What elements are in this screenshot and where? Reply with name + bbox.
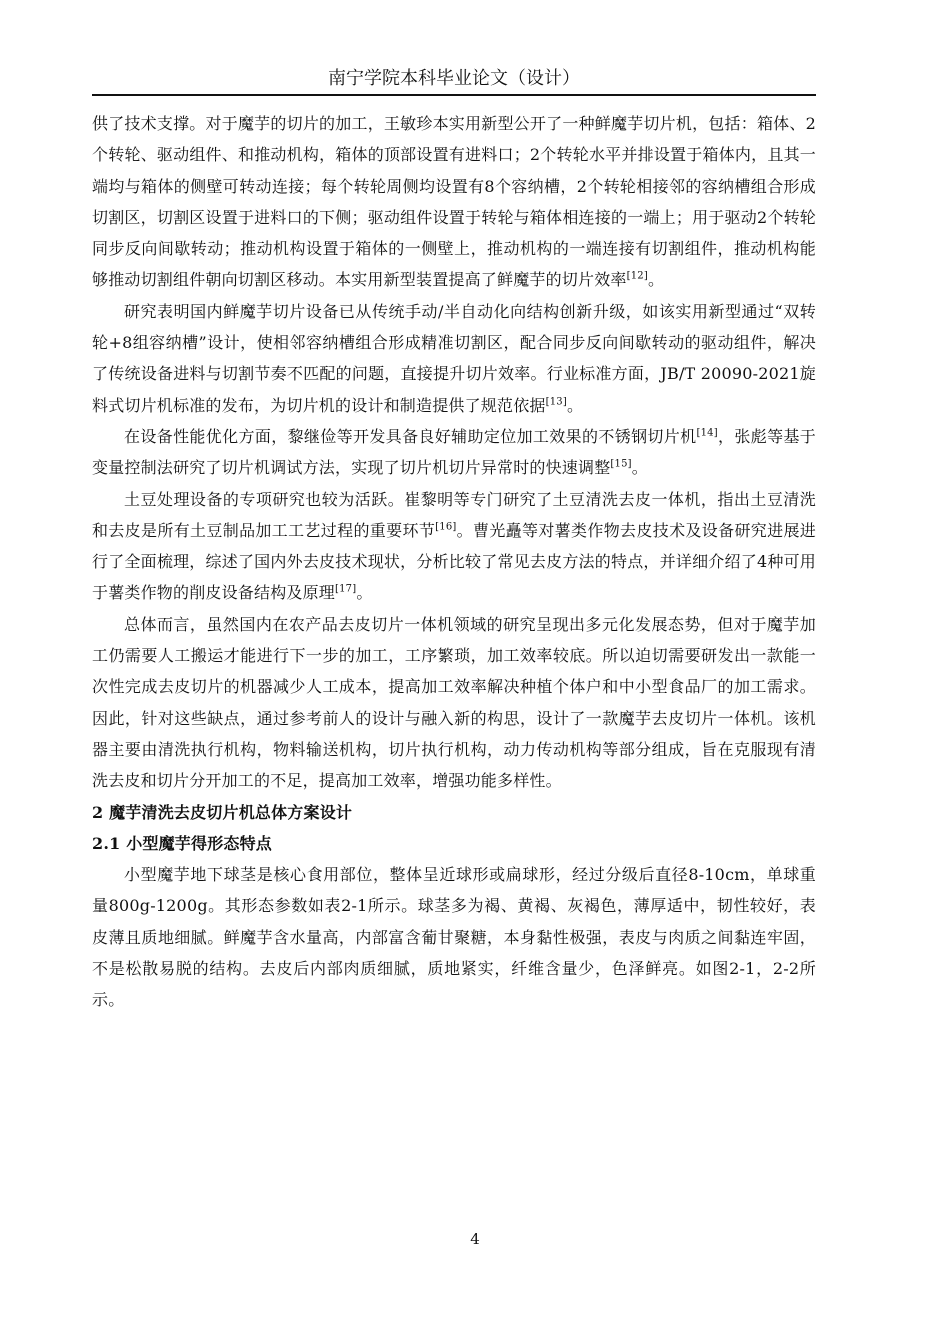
page-header — [92, 64, 816, 96]
paragraph-text: 研究表明国内鲜魔芋切片设备已从传统手动/半自动化向结构创新升级，如该实用新型通过“双转轮+8组容纳槽”设计，使相邻容纳槽组合形成精准切割区，配合同步反向间歇转动的驱动组件，解决了传统设备进料与切割节奏不匹配的问题，直接提升切片效率。行业标准方面，JB/T 20090-2021旋料式切片机标准的发布，为切片机的设计和制造提供了规范依据 — [92, 301, 816, 415]
citation: [17] — [335, 584, 357, 596]
page-body — [92, 108, 816, 1016]
citation: [15] — [610, 458, 632, 470]
subsection-heading: 2.1 小型魔芋得形态特点 — [92, 833, 273, 853]
citation: [14] — [696, 427, 718, 439]
paragraph-tail: 。 — [566, 395, 584, 415]
page-number: 4 — [470, 1230, 480, 1248]
citation: [16] — [435, 521, 457, 533]
paragraph: 小型魔芋地下球茎是核心食用部位，整体呈近球形或扁球形，经过分级后直径8-10cm，单球重量800g-1200g。其形态参数如表2-1所示。球茎多为褐、黄褐、灰褐色，薄厚适中，韧性较好，表皮薄且质地细腻。鲜魔芋含水量高，内部富含葡甘聚糖，本身黏性极强，表皮与肉质之间黏连牢固，不是松散易脱的结构。去皮后内部肉质细腻，质地紧实，纤维含量少，色泽鲜亮。如图2-1，2-2所示。 — [92, 865, 816, 1010]
citation: [13] — [545, 396, 567, 408]
paragraph-continuation — [92, 108, 816, 296]
paragraph-text: 总体而言，虽然国内在农产品去皮切片一体机领域的研究呈现出多元化发展态势，但对于魔芋加工仍需要人工搬运才能进行下一步的加工，工序繁琐，加工效率较底。所以迫切需要研发出一款能一次性完成去皮切片的机器减少人工成本，提高加工效率解决种植个体户和中小型食品厂的加工需求。因此，针对这些缺点，通过参考前人的设计与融入新的构思，设计了一款魔芋去皮切片一体机。该机器主要由清洗执行机构，物料输送机构，切片执行机构，动力传动机构等部分组成，旨在克服现有清洗去皮和切片分开加工的不足，提高加工效率，增强功能多样性。 — [92, 614, 816, 791]
header-title: 南宁学院本科毕业论文（设计） — [328, 68, 580, 89]
paragraph — [92, 484, 816, 609]
paragraph-text: 供了技术支撑。对于魔芋的切片的加工，王敏珍本实用新型公开了一种鲜魔芋切片机，包括：箱体、2个转轮、驱动组件、和推动机构，箱体的顶部设置有进料口；2个转轮水平并排设置于箱体内，且其一端均与箱体的侧壁可转动连接；每个转轮周侧均设置有8个容纳槽，2个转轮相接邻的容纳槽组合形成切割区，切割区设置于进料口的下侧；驱动组件设置于转轮与箱体相连接的一端上；用于驱动2个转轮同步反向间歇转动；推动机构设置于箱体的一侧壁上，推动机构的一端连接有切割组件，推动机构能够推动切割组件朝向切割区移动。本实用新型装置提高了鲜魔芋的切片效率 — [92, 114, 816, 290]
paragraph-text: ，张彪等基于变量控制法研究了切片机调试方法，实现了切片机切片异常时的快速调整 — [92, 426, 816, 478]
paragraph-tail: 。 — [647, 270, 665, 290]
paragraph — [92, 609, 816, 797]
paragraph — [92, 296, 816, 421]
paragraph-text: 在设备性能优化方面，黎继俭等开发具备良好辅助定位加工效果的不锈钢切片机 — [124, 426, 697, 446]
paragraph — [92, 421, 816, 484]
citation: [12] — [626, 271, 648, 283]
paragraph-text: 。曹光矗等对薯类作物去皮技术及设备研究进展进行了全面梳理，综述了国内外去皮技术现状，分析比较了常见去皮方法的特点，并详细介绍了4种可用于薯类作物的削皮设备结构及原理 — [92, 520, 817, 603]
paragraph-text: 土豆处理设备的专项研究也较为活跃。崔黎明等专门研究了土豆清洗去皮一体机，指出土豆清洗和去皮是所有土豆制品加工工艺过程的重要环节 — [92, 489, 816, 540]
section-heading: 2 魔芋清洗去皮切片机总体方案设计 — [92, 802, 353, 822]
paragraph-tail: 。 — [631, 458, 648, 478]
paragraph-tail: 。 — [356, 583, 373, 603]
